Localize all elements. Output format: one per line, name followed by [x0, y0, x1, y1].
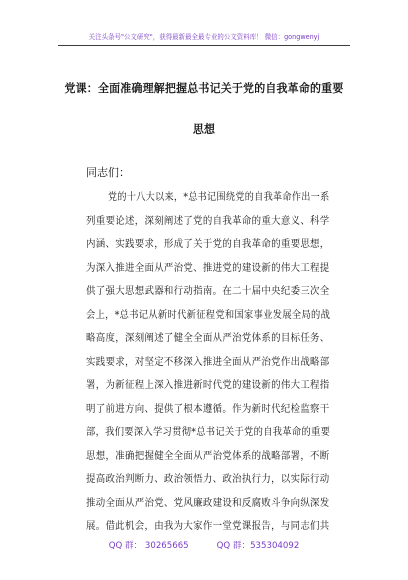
- body-line: 为深入推进全面从严治党、推进党的建设新的伟大工程提: [86, 262, 330, 274]
- body-line: 略高度，深刻阐述了健全全面从严治党体系的目标任务、: [86, 332, 330, 344]
- body-line: 思想，准确把握健全全面从严治党体系的战略部署，不断: [86, 450, 330, 462]
- body-line: 党的十八大以来，*总书记围绕党的自我革命作出一系: [108, 191, 330, 203]
- body-line: 提高政治判断力、政治领悟力、政治执行力，以实际行动: [86, 473, 330, 485]
- header-divider: [58, 45, 350, 46]
- footer-qq-groups: [0, 539, 408, 551]
- body-line: 会上，*总书记从新时代新征程党和国家事业发展全局的战: [86, 309, 331, 321]
- body-line: 部，我们要深入学习贯彻*总书记关于党的自我革命的重要: [86, 426, 331, 438]
- body-line: 内涵、实践要求，形成了关于党的自我革命的重要思想，: [86, 238, 330, 250]
- body-line: 列重要论述，深刻阐述了党的自我革命的重大意义、科学: [86, 215, 330, 227]
- footer-qq-2: QQ 群：535304092: [216, 541, 300, 551]
- body-line: 推动全面从严治党、党风廉政建设和反腐败斗争向纵深发: [86, 497, 330, 509]
- body-line: 明了前进方向、提供了根本遵循。作为新时代纪检监察干: [86, 403, 330, 415]
- body-line: 署，为新征程上深入推进新时代党的建设新的伟大工程指: [86, 379, 330, 391]
- title-line-2: 思想: [192, 122, 216, 136]
- title-line-1: 党课：全面准确理解把握总书记关于党的自我革命的重要: [64, 81, 344, 95]
- body-line: 实践要求，对坚定不移深入推进全面从严治党作出战略部: [86, 356, 330, 368]
- footer-qq-1: QQ 群： 30265665: [108, 541, 189, 551]
- greeting: 同志们：: [86, 166, 130, 179]
- header-note: 关注头条号"公文研究"，获得最新最全最专业的公文资料库！ 微信：gongwenyj: [88, 33, 320, 41]
- body-line: 供了强大思想武器和行动指南。在二十届中央纪委三次全: [86, 285, 330, 297]
- body-line: 展。借此机会，由我为大家作一堂党课报告，与同志们共: [86, 520, 330, 532]
